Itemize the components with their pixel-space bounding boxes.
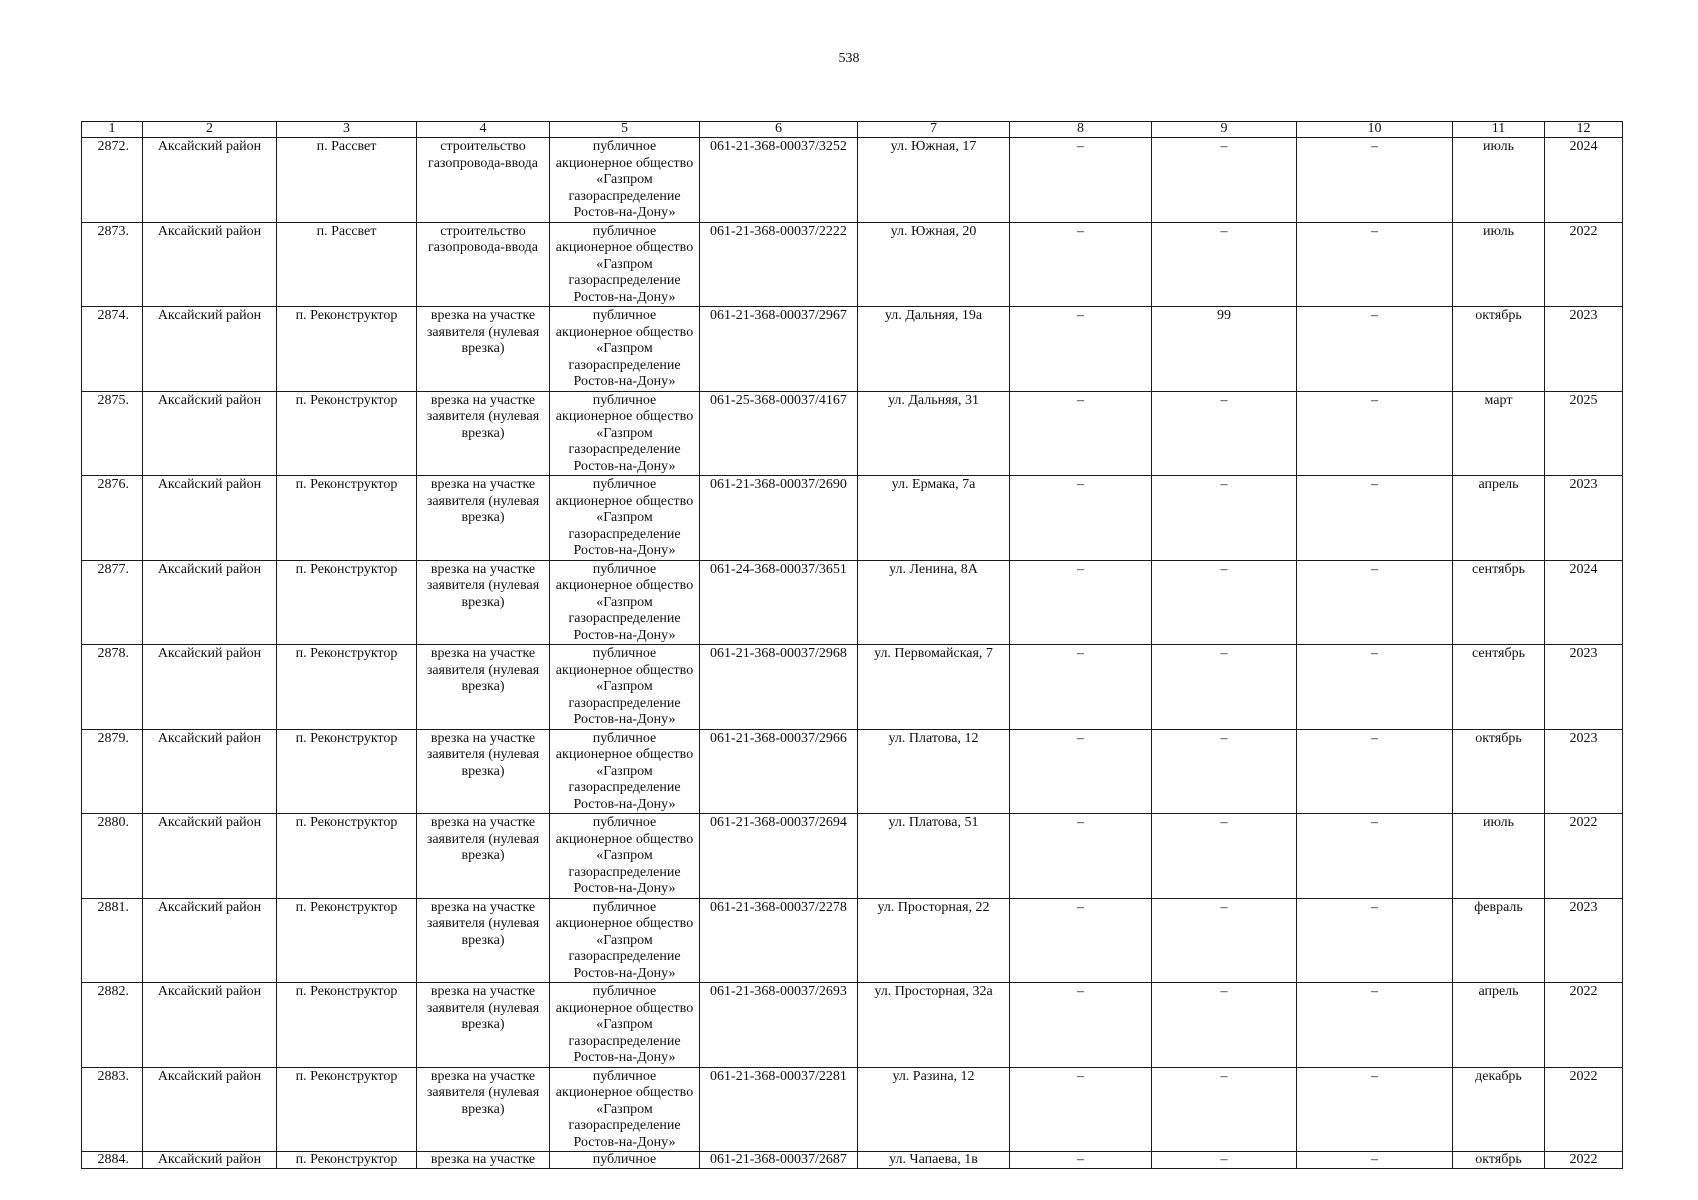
settlement-cell: п. Реконструктор	[277, 983, 417, 1068]
table-row	[82, 307, 1623, 392]
column-10-cell: –	[1297, 1067, 1453, 1152]
district-cell: Аксайский район	[143, 1067, 277, 1152]
application-code-cell: 061-24-368-00037/3651	[700, 560, 858, 645]
organization-cell: публичное акционерное общество «Газпром газораспределение Ростов-на-Дону»	[550, 729, 700, 814]
column-9-cell: –	[1152, 222, 1297, 307]
table-row	[82, 1152, 1623, 1169]
address-cell: ул. Ленина, 8А	[858, 560, 1010, 645]
address-cell: ул. Просторная, 22	[858, 898, 1010, 983]
application-code-cell: 061-21-368-00037/2687	[700, 1152, 858, 1169]
organization-cell: публичное акционерное общество «Газпром газораспределение Ростов-на-Дону»	[550, 222, 700, 307]
column-9-cell: –	[1152, 560, 1297, 645]
application-code-cell: 061-21-368-00037/2222	[700, 222, 858, 307]
row-number-cell: 2875.	[82, 391, 143, 476]
row-number-cell: 2882.	[82, 983, 143, 1068]
column-header: 10	[1297, 122, 1453, 138]
column-9-cell: –	[1152, 645, 1297, 730]
column-8-cell: –	[1010, 476, 1152, 561]
column-8-cell: –	[1010, 729, 1152, 814]
column-header: 1	[82, 122, 143, 138]
work-type-cell: врезка на участке заявителя (нулевая врезка)	[417, 645, 550, 730]
table-row	[82, 729, 1623, 814]
column-8-cell: –	[1010, 138, 1152, 223]
address-cell: ул. Первомайская, 7	[858, 645, 1010, 730]
settlement-cell: п. Реконструктор	[277, 476, 417, 561]
column-10-cell: –	[1297, 476, 1453, 561]
month-cell: июль	[1453, 222, 1545, 307]
column-10-cell: –	[1297, 222, 1453, 307]
organization-cell: публичное акционерное общество «Газпром газораспределение Ростов-на-Дону»	[550, 560, 700, 645]
column-9-cell: –	[1152, 1152, 1297, 1169]
column-header: 7	[858, 122, 1010, 138]
year-cell: 2022	[1545, 814, 1623, 899]
application-code-cell: 061-21-368-00037/2967	[700, 307, 858, 392]
table-header-row	[82, 122, 1623, 138]
column-header: 8	[1010, 122, 1152, 138]
column-8-cell: –	[1010, 307, 1152, 392]
district-cell: Аксайский район	[143, 983, 277, 1068]
application-code-cell: 061-21-368-00037/2278	[700, 898, 858, 983]
district-cell: Аксайский район	[143, 138, 277, 223]
address-cell: ул. Разина, 12	[858, 1067, 1010, 1152]
column-header: 12	[1545, 122, 1623, 138]
application-code-cell: 061-21-368-00037/2694	[700, 814, 858, 899]
month-cell: июль	[1453, 814, 1545, 899]
year-cell: 2023	[1545, 898, 1623, 983]
year-cell: 2022	[1545, 983, 1623, 1068]
application-code-cell: 061-21-368-00037/2693	[700, 983, 858, 1068]
month-cell: сентябрь	[1453, 645, 1545, 730]
year-cell: 2023	[1545, 645, 1623, 730]
month-cell: сентябрь	[1453, 560, 1545, 645]
column-10-cell: –	[1297, 898, 1453, 983]
year-cell: 2022	[1545, 222, 1623, 307]
column-9-cell: 99	[1152, 307, 1297, 392]
row-number-cell: 2883.	[82, 1067, 143, 1152]
year-cell: 2022	[1545, 1067, 1623, 1152]
column-10-cell: –	[1297, 138, 1453, 223]
column-header: 3	[277, 122, 417, 138]
district-cell: Аксайский район	[143, 476, 277, 561]
column-header: 5	[550, 122, 700, 138]
address-cell: ул. Южная, 17	[858, 138, 1010, 223]
district-cell: Аксайский район	[143, 391, 277, 476]
table-body	[82, 122, 1623, 1169]
column-8-cell: –	[1010, 645, 1152, 730]
column-header: 6	[700, 122, 858, 138]
column-9-cell: –	[1152, 983, 1297, 1068]
application-code-cell: 061-21-368-00037/2690	[700, 476, 858, 561]
organization-cell: публичное акционерное общество «Газпром газораспределение Ростов-на-Дону»	[550, 391, 700, 476]
year-cell: 2024	[1545, 138, 1623, 223]
column-9-cell: –	[1152, 138, 1297, 223]
year-cell: 2025	[1545, 391, 1623, 476]
district-cell: Аксайский район	[143, 814, 277, 899]
organization-cell: публичное акционерное общество «Газпром газораспределение Ростов-на-Дону»	[550, 645, 700, 730]
row-number-cell: 2872.	[82, 138, 143, 223]
settlement-cell: п. Рассвет	[277, 138, 417, 223]
organization-cell: публичное акционерное общество «Газпром газораспределение Ростов-на-Дону»	[550, 898, 700, 983]
settlement-cell: п. Реконструктор	[277, 560, 417, 645]
address-cell: ул. Дальняя, 19а	[858, 307, 1010, 392]
work-type-cell: врезка на участке заявителя (нулевая врезка)	[417, 391, 550, 476]
work-type-cell: строительство газопровода-ввода	[417, 138, 550, 223]
column-header: 4	[417, 122, 550, 138]
work-type-cell: врезка на участке заявителя (нулевая врезка)	[417, 983, 550, 1068]
address-cell: ул. Ермака, 7а	[858, 476, 1010, 561]
column-9-cell: –	[1152, 898, 1297, 983]
column-8-cell: –	[1010, 814, 1152, 899]
address-cell: ул. Платова, 12	[858, 729, 1010, 814]
year-cell: 2023	[1545, 476, 1623, 561]
organization-cell: публичное акционерное общество «Газпром газораспределение Ростов-на-Дону»	[550, 983, 700, 1068]
table-row	[82, 391, 1623, 476]
address-cell: ул. Платова, 51	[858, 814, 1010, 899]
month-cell: февраль	[1453, 898, 1545, 983]
organization-cell: публичное акционерное общество «Газпром газораспределение Ростов-на-Дону»	[550, 307, 700, 392]
row-number-cell: 2879.	[82, 729, 143, 814]
organization-cell: публичное акционерное общество «Газпром газораспределение Ростов-на-Дону»	[550, 476, 700, 561]
row-number-cell: 2877.	[82, 560, 143, 645]
year-cell: 2022	[1545, 1152, 1623, 1169]
application-code-cell: 061-21-368-00037/2968	[700, 645, 858, 730]
settlement-cell: п. Реконструктор	[277, 1067, 417, 1152]
column-8-cell: –	[1010, 898, 1152, 983]
settlement-cell: п. Реконструктор	[277, 898, 417, 983]
work-type-cell: врезка на участке заявителя (нулевая врезка)	[417, 1067, 550, 1152]
column-9-cell: –	[1152, 729, 1297, 814]
column-9-cell: –	[1152, 1067, 1297, 1152]
column-8-cell: –	[1010, 1067, 1152, 1152]
table-row	[82, 138, 1623, 223]
column-header: 11	[1453, 122, 1545, 138]
month-cell: октябрь	[1453, 1152, 1545, 1169]
table-row	[82, 983, 1623, 1068]
table-row	[82, 1067, 1623, 1152]
register-table	[81, 121, 1623, 1169]
district-cell: Аксайский район	[143, 222, 277, 307]
column-10-cell: –	[1297, 391, 1453, 476]
month-cell: апрель	[1453, 983, 1545, 1068]
column-8-cell: –	[1010, 222, 1152, 307]
settlement-cell: п. Реконструктор	[277, 1152, 417, 1169]
district-cell: Аксайский район	[143, 729, 277, 814]
application-code-cell: 061-25-368-00037/4167	[700, 391, 858, 476]
page-number: 538	[838, 51, 860, 66]
column-10-cell: –	[1297, 307, 1453, 392]
organization-cell: публичное акционерное общество «Газпром газораспределение Ростов-на-Дону»	[550, 814, 700, 899]
table-row	[82, 560, 1623, 645]
work-type-cell: строительство газопровода-ввода	[417, 222, 550, 307]
month-cell: октябрь	[1453, 729, 1545, 814]
work-type-cell: врезка на участке	[417, 1152, 550, 1169]
table-row	[82, 476, 1623, 561]
column-8-cell: –	[1010, 391, 1152, 476]
year-cell: 2024	[1545, 560, 1623, 645]
district-cell: Аксайский район	[143, 645, 277, 730]
row-number-cell: 2874.	[82, 307, 143, 392]
address-cell: ул. Чапаева, 1в	[858, 1152, 1010, 1169]
column-10-cell: –	[1297, 814, 1453, 899]
work-type-cell: врезка на участке заявителя (нулевая врезка)	[417, 898, 550, 983]
month-cell: июль	[1453, 138, 1545, 223]
address-cell: ул. Южная, 20	[858, 222, 1010, 307]
work-type-cell: врезка на участке заявителя (нулевая врезка)	[417, 476, 550, 561]
organization-cell: публичное акционерное общество «Газпром газораспределение Ростов-на-Дону»	[550, 138, 700, 223]
column-10-cell: –	[1297, 729, 1453, 814]
application-code-cell: 061-21-368-00037/3252	[700, 138, 858, 223]
address-cell: ул. Дальняя, 31	[858, 391, 1010, 476]
row-number-cell: 2884.	[82, 1152, 143, 1169]
column-header: 2	[143, 122, 277, 138]
application-code-cell: 061-21-368-00037/2966	[700, 729, 858, 814]
column-header: 9	[1152, 122, 1297, 138]
month-cell: апрель	[1453, 476, 1545, 561]
row-number-cell: 2881.	[82, 898, 143, 983]
row-number-cell: 2873.	[82, 222, 143, 307]
district-cell: Аксайский район	[143, 307, 277, 392]
table-row	[82, 645, 1623, 730]
district-cell: Аксайский район	[143, 560, 277, 645]
work-type-cell: врезка на участке заявителя (нулевая врезка)	[417, 814, 550, 899]
month-cell: декабрь	[1453, 1067, 1545, 1152]
application-code-cell: 061-21-368-00037/2281	[700, 1067, 858, 1152]
column-10-cell: –	[1297, 645, 1453, 730]
column-9-cell: –	[1152, 391, 1297, 476]
work-type-cell: врезка на участке заявителя (нулевая врезка)	[417, 729, 550, 814]
column-10-cell: –	[1297, 560, 1453, 645]
year-cell: 2023	[1545, 729, 1623, 814]
row-number-cell: 2876.	[82, 476, 143, 561]
month-cell: октябрь	[1453, 307, 1545, 392]
column-8-cell: –	[1010, 983, 1152, 1068]
district-cell: Аксайский район	[143, 1152, 277, 1169]
work-type-cell: врезка на участке заявителя (нулевая врезка)	[417, 560, 550, 645]
table-row	[82, 222, 1623, 307]
column-10-cell: –	[1297, 1152, 1453, 1169]
column-10-cell: –	[1297, 983, 1453, 1068]
settlement-cell: п. Реконструктор	[277, 729, 417, 814]
month-cell: март	[1453, 391, 1545, 476]
row-number-cell: 2880.	[82, 814, 143, 899]
organization-cell: публичное акционерное общество «Газпром газораспределение Ростов-на-Дону»	[550, 1067, 700, 1152]
table-row	[82, 898, 1623, 983]
column-8-cell: –	[1010, 1152, 1152, 1169]
address-cell: ул. Просторная, 32а	[858, 983, 1010, 1068]
settlement-cell: п. Реконструктор	[277, 814, 417, 899]
settlement-cell: п. Реконструктор	[277, 645, 417, 730]
settlement-cell: п. Реконструктор	[277, 391, 417, 476]
table-row	[82, 814, 1623, 899]
year-cell: 2023	[1545, 307, 1623, 392]
column-9-cell: –	[1152, 814, 1297, 899]
row-number-cell: 2878.	[82, 645, 143, 730]
work-type-cell: врезка на участке заявителя (нулевая врезка)	[417, 307, 550, 392]
district-cell: Аксайский район	[143, 898, 277, 983]
settlement-cell: п. Реконструктор	[277, 307, 417, 392]
organization-cell: публичное	[550, 1152, 700, 1169]
column-8-cell: –	[1010, 560, 1152, 645]
column-9-cell: –	[1152, 476, 1297, 561]
settlement-cell: п. Рассвет	[277, 222, 417, 307]
